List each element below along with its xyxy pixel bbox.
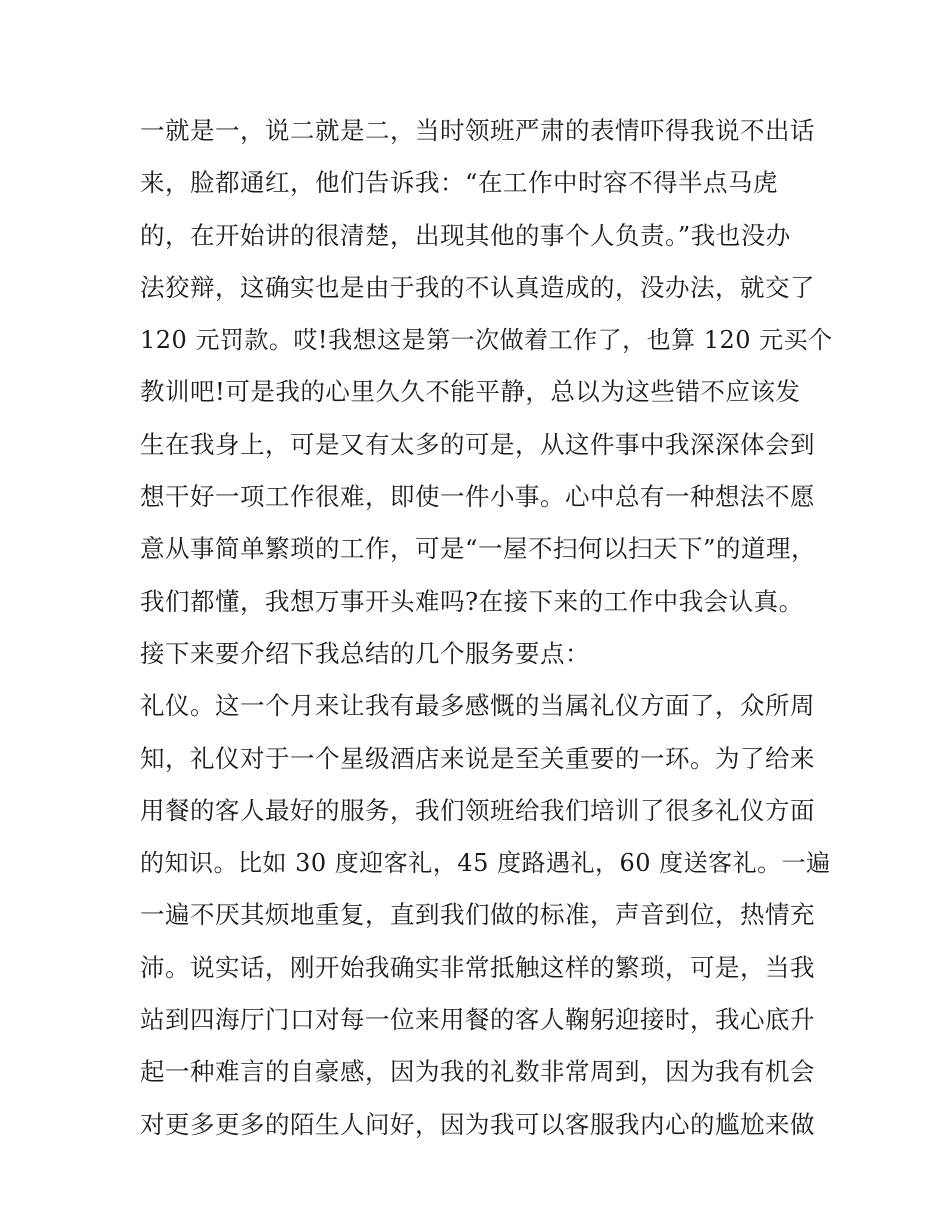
text-line: 120 元罚款。哎!我想这是第一次做着工作了，也算 120 元买个	[140, 326, 833, 355]
text-line: 教训吧!可是我的心里久久不能平静，总以为这些错不应该发	[140, 377, 801, 407]
text-line: 我们都懂，我想万事开头难吗?在接下来的工作中我会认真。	[140, 586, 804, 616]
text-line: 沛。说实话，刚开始我确实非常抵触这样的繁琐，可是，当我	[140, 952, 815, 982]
text-line: 站到四海厅门口对每一位来用餐的客人鞠躬迎接时，我心底升	[140, 1005, 815, 1035]
text-line: 来，脸都通红，他们告诉我：“在工作中时容不得半点马虎	[140, 168, 779, 198]
text-line: 对更多更多的陌生人问好，因为我可以客服我内心的尴尬来做	[140, 1109, 815, 1139]
section-intro-line: 接下来要介绍下我总结的几个服务要点：	[140, 638, 590, 668]
text-line: 的知识。比如 30 度迎客礼，45 度路遇礼，60 度送客礼。一遍	[140, 849, 831, 878]
text-line: 起一种难言的自豪感，因为我的礼数非常周到，因为我有机会	[140, 1057, 815, 1087]
text-line: 礼仪。这一个月来让我有最多感慨的当属礼仪方面了，众所周	[140, 691, 815, 721]
text-line: 法狡辩，这确实也是由于我的不认真造成的，没办法，就交了	[140, 272, 815, 302]
text-line: 想干好一项工作很难，即使一件小事。心中总有一种想法不愿	[140, 482, 815, 512]
body-text	[140, 105, 840, 1151]
text-line: 知，礼仪对于一个星级酒店来说是至关重要的一环。为了给来	[140, 743, 815, 773]
text-line: 的，在开始讲的很清楚，出现其他的事个人负责。”我也没办	[140, 220, 791, 250]
text-line: 生在我身上，可是又有太多的可是，从这件事中我深深体会到	[140, 429, 815, 459]
text-line: 用餐的客人最好的服务，我们领班给我们培训了很多礼仪方面	[140, 795, 815, 825]
text-line: 意从事简单繁琐的工作，可是“一屋不扫何以扫天下”的道理，	[140, 534, 817, 564]
text-line: 一就是一，说二就是二，当时领班严肃的表情吓得我说不出话	[140, 116, 815, 145]
text-line: 一遍不厌其烦地重复，直到我们做的标准，声音到位，热情充	[140, 900, 815, 930]
